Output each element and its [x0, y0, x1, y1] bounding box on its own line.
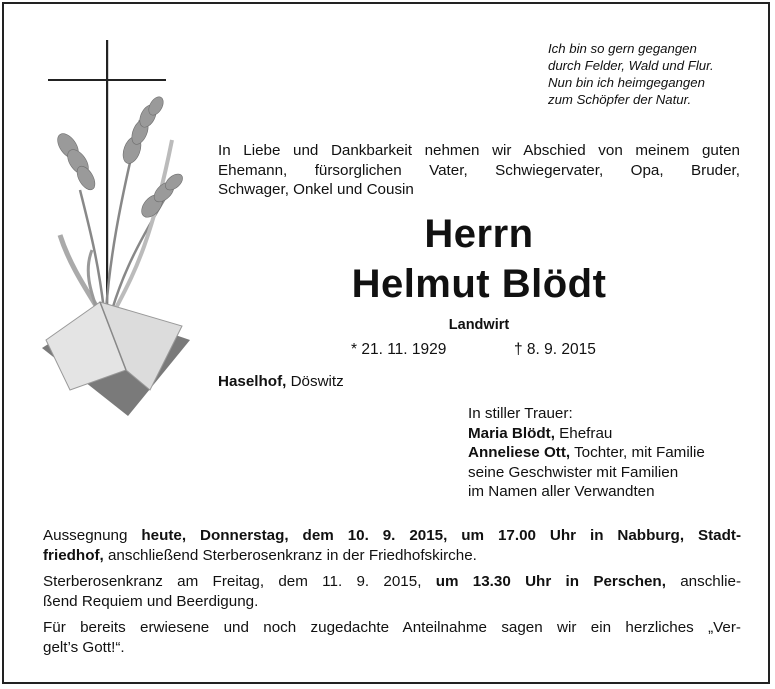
notice-text: anschließend Sterberosenkranz in der Friedhofskirche. — [103, 547, 477, 564]
notice-text: Aussegnung — [43, 527, 142, 544]
farewell-line: In Liebe und Dankbarkeit nehmen wir Abschied von meinem guten — [218, 142, 740, 159]
mourner-name: Anneliese Ott, — [468, 444, 571, 461]
notice-bold: heute, Donnerstag, dem 10. 9. 2015, um 17.00 Uhr in Nabburg, Stadt- — [141, 527, 741, 544]
notice-line — [43, 572, 741, 592]
farewell-line: Schwager, Onkel und Cousin — [218, 181, 414, 198]
residence — [218, 373, 344, 390]
notice-line: Für bereits erwiesene und noch zugedachte Anteilnahme sagen wir ein herzliches „Ver- — [43, 619, 741, 636]
rosary-notice — [43, 572, 741, 612]
notice-bold: um 13.30 Uhr in Perschen, — [435, 573, 666, 590]
birth-date: * 21. 11. 1929 — [351, 341, 447, 358]
notice-line — [43, 526, 741, 546]
blessing-notice — [43, 526, 741, 566]
open-book-icon — [42, 302, 190, 416]
poem-line: zum Schöpfer der Natur. — [548, 92, 692, 107]
notice-text: Sterberosenkranz am Freitag, dem 11. 9. 2015, — [43, 573, 436, 590]
farewell-line: Ehemann, fürsorglichen Vater, Schwiegervater, Opa, Bruder, — [218, 161, 740, 179]
notice-text: anschlie- — [665, 573, 742, 590]
notice-line — [43, 546, 741, 566]
mourner-relation: Ehefrau — [554, 424, 613, 442]
poem-line: Ich bin so gern gegangen — [548, 41, 697, 56]
poem-line: Nun bin ich heimgegangen — [548, 75, 705, 90]
mourner-line: seine Geschwister mit Familien — [468, 463, 679, 481]
mourner-2 — [468, 443, 768, 463]
residence-bold: Haselhof, — [218, 373, 287, 390]
residence-rest: Döswitz — [286, 373, 344, 390]
salutation: Herrn — [424, 212, 534, 256]
cross-icon — [48, 40, 166, 310]
mourner-name: Maria Blödt, — [468, 424, 555, 442]
notice-bold: friedhof, — [43, 547, 104, 564]
mourners-block — [468, 404, 768, 502]
poem — [548, 40, 768, 108]
mourner-1 — [468, 424, 768, 444]
notice-line: ßend Requiem und Beerdigung. — [43, 593, 259, 610]
mourner-line: im Namen aller Verwandten — [468, 483, 655, 500]
farewell-text — [218, 141, 740, 200]
notice-line: gelt’s Gott!“. — [43, 639, 125, 656]
mourners-heading: In stiller Trauer: — [468, 405, 573, 422]
mourner-relation: Tochter, mit Familie — [570, 444, 705, 461]
poem-line: durch Felder, Wald und Flur. — [548, 58, 714, 73]
wheat-icon — [53, 94, 185, 312]
deceased-name: Helmut Blödt — [351, 262, 607, 306]
occupation: Landwirt — [448, 317, 510, 333]
death-date: † 8. 9. 2015 — [514, 341, 596, 358]
memorial-illustration — [40, 40, 200, 420]
obituary-frame — [2, 2, 770, 684]
thanks-notice — [43, 618, 741, 658]
